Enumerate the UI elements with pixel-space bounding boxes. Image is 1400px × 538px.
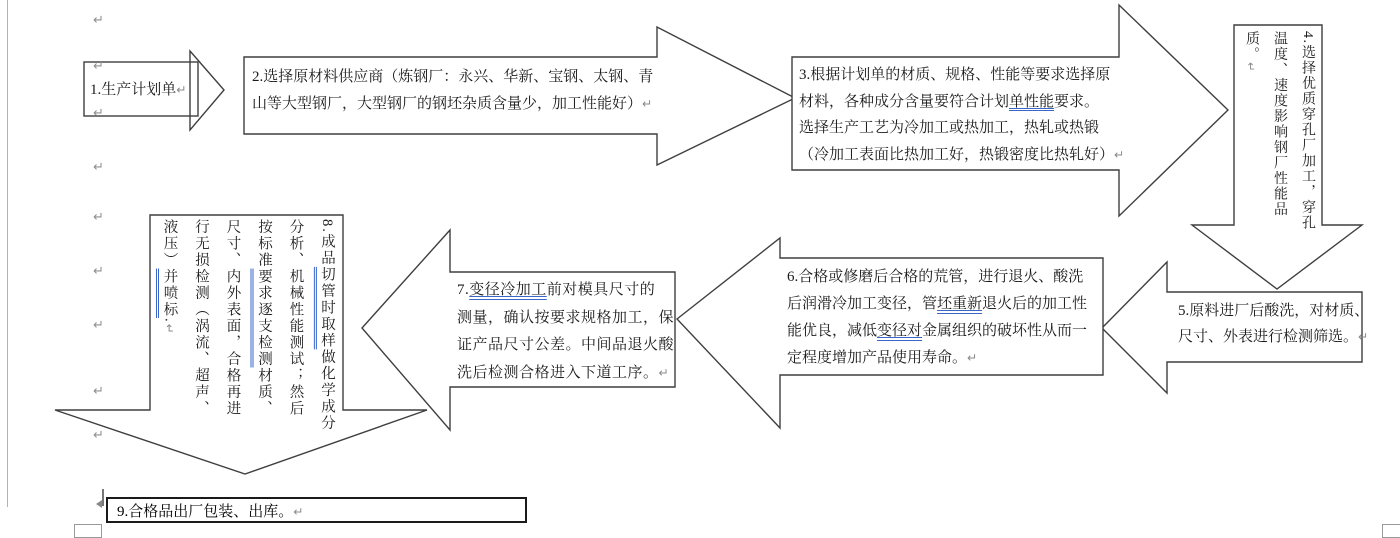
paragraph-mark-icon: ↵	[93, 428, 104, 443]
paragraph-mark-icon: ↵	[1114, 147, 1125, 162]
text-cursor-hook-icon	[96, 500, 102, 508]
paragraph-mark-icon: ↵	[93, 106, 104, 121]
paragraph-mark-icon: ↵	[93, 160, 104, 175]
spellcheck-underlined-text: 变径冷加工	[469, 282, 547, 298]
paragraph-mark-icon: ↵	[93, 59, 104, 74]
text-cursor	[102, 489, 104, 506]
spellcheck-underlined-text: 并喷标	[161, 268, 178, 318]
spellcheck-underlined-text: 切管时取样	[319, 266, 335, 350]
step-1-text[interactable]: 1.生产计划单↵	[90, 82, 187, 98]
paragraph-mark-icon: ↵	[658, 365, 670, 380]
paragraph-mark-icon: ↵	[93, 264, 104, 279]
paragraph-mark-icon: ↵	[293, 504, 304, 519]
paragraph-mark-icon: ↵	[1244, 62, 1258, 74]
step-6-text[interactable]: 6.合格或修磨后合格的荒管，进行退火、酸洗 后润滑冷加工变径，管坯重新退火后的加工性 能优良，减低变径对金属组织的破坏性从而一 定程度增加产品使用寿命。↵	[787, 269, 1088, 366]
step-9-box[interactable]	[106, 497, 527, 523]
step-7-text[interactable]: 7.变径冷加工前对模具尺寸的 测量，确认按要求规格加工，保 证产品尺寸公差。中间品退火酸 洗后检测合格进入下道工序。↵	[457, 282, 675, 381]
paragraph-mark-icon: ↵	[967, 351, 978, 365]
paragraph-mark-icon: ↵	[642, 97, 653, 111]
step-5-text[interactable]: 5.原料进厂后酸洗，对材质、 尺寸、外表进行检测筛选。↵	[1178, 303, 1370, 345]
paragraph-mark-icon: ↵	[93, 384, 104, 399]
paragraph-mark-icon: ↵	[176, 83, 187, 97]
spellcheck-underlined-text: 要求逐支检测	[256, 268, 272, 368]
spellcheck-underlined-text: 单性能	[1009, 93, 1055, 110]
paragraph-mark-icon: ↵	[93, 318, 104, 333]
paragraph-mark-icon: ↵	[93, 13, 104, 28]
step-8-text[interactable]: 8.成品切管时取样做化学成分分析、机械性能测试；然后按标准要求逐支检测材质、尺寸、内外表面，合格再进行无损检测（涡流、超声、液压）并喷标.↵	[161, 219, 335, 432]
paragraph-mark-icon: ↵	[162, 323, 177, 336]
paragraph-mark-icon: ↵	[1358, 330, 1369, 344]
step-2-text[interactable]: 2.选择原材料供应商（炼钢厂：永兴、华新、宝钢、太钢、青 山等大型钢厂，大型钢厂的钢坯杂质含量少，加工性能好）↵	[252, 69, 654, 112]
step-4-text[interactable]: 4.选择优质穿孔厂加工，穿孔温度、速度影响钢厂性能品质。↵	[1244, 31, 1315, 231]
step-3-text[interactable]: 3.根据计划单的材质、规格、性能等要求选择原 材料，各种成分含量要符合计划单性能要求。 选择生产工艺为冷加工或热加工，热轧或热锻 （冷加工表面比热加工好，热锻密度比热轧好）↵	[799, 67, 1125, 163]
paragraph-mark-icon: ↵	[93, 210, 104, 225]
step-9-text: 9.合格品出厂包装、出库。↵	[117, 503, 304, 520]
spellcheck-underlined-text: 坯重新	[937, 296, 983, 312]
spellcheck-underlined-text: 变径对	[877, 323, 923, 339]
